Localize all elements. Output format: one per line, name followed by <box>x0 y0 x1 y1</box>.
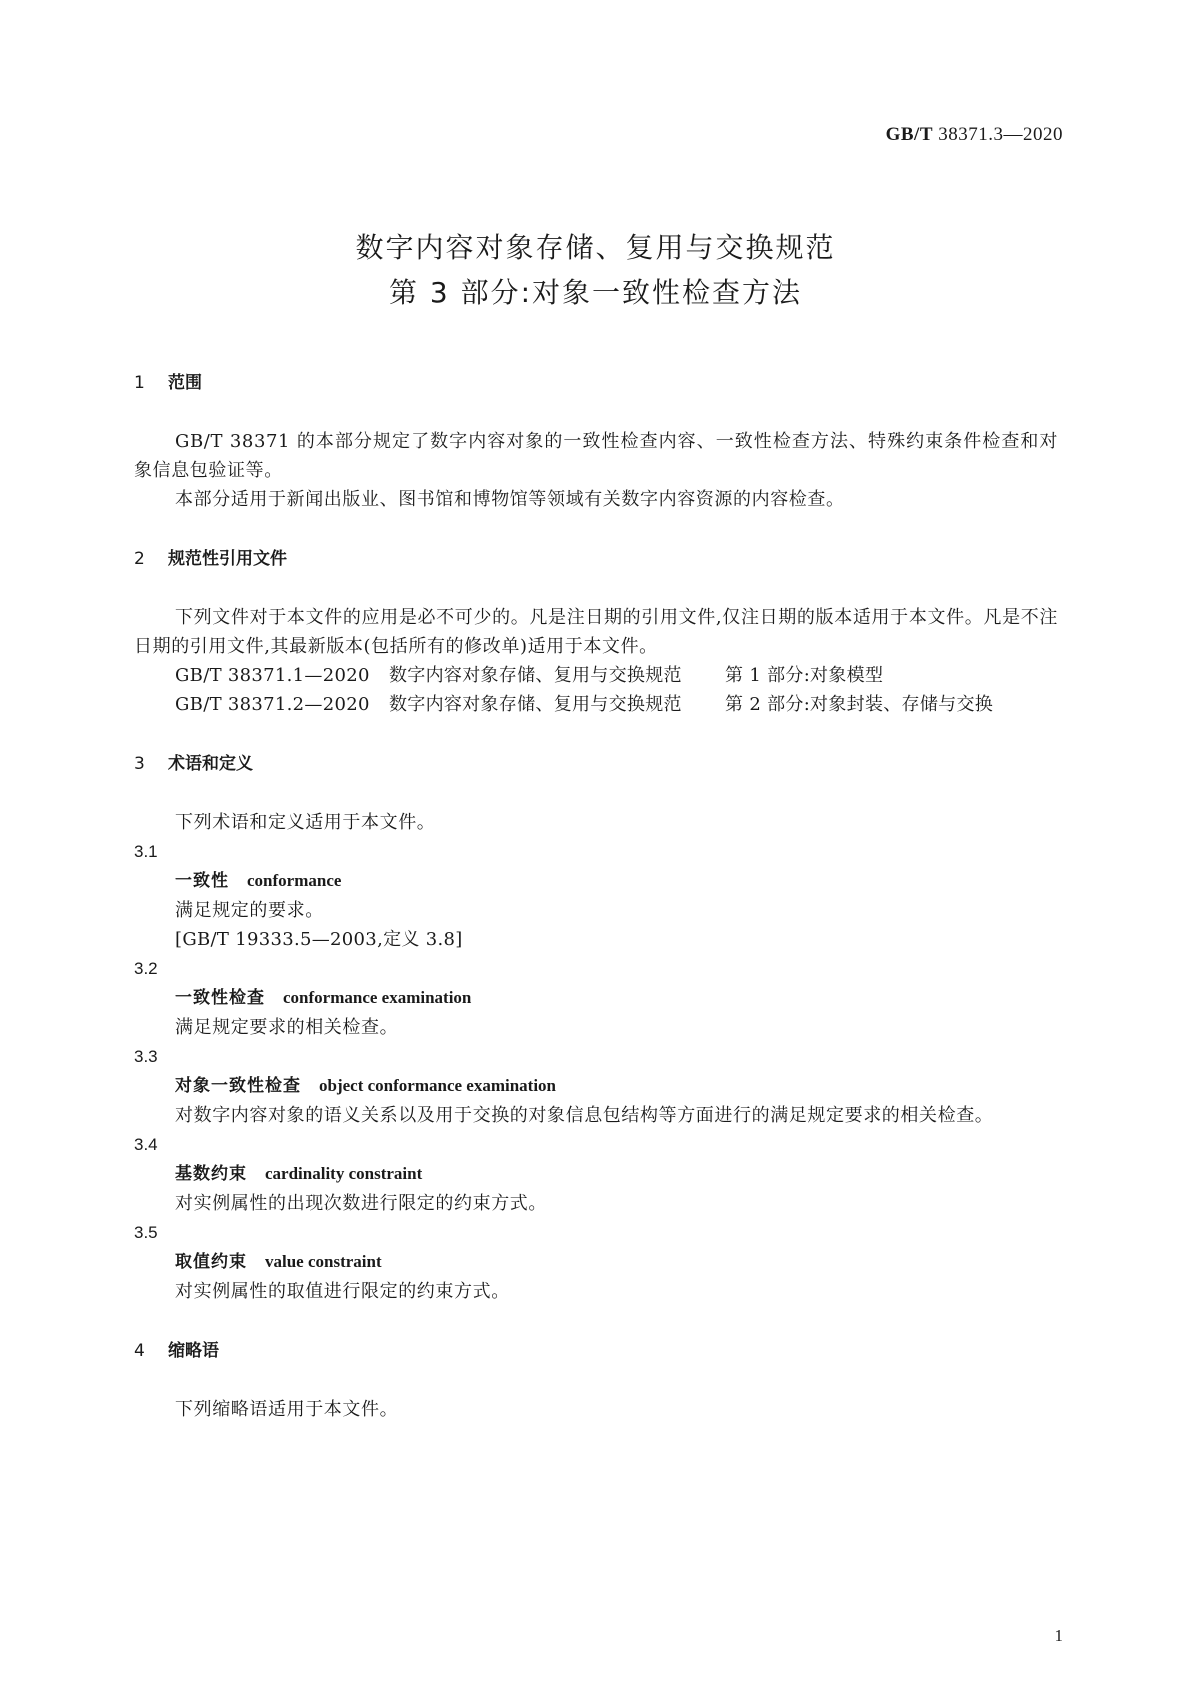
standard-number <box>886 124 1063 146</box>
term-name-zh: 取值约束 <box>175 1252 247 1272</box>
term-name-zh: 对象一致性检查 <box>175 1076 301 1096</box>
term-number: 3.5 <box>134 1223 158 1242</box>
term-definition: 对数字内容对象的语义关系以及用于交换的对象信息包结构等方面进行的满足规定要求的相关检查。 <box>175 1105 994 1126</box>
term-definition: 满足规定要求的相关检查。 <box>175 1017 399 1038</box>
normative-paragraph: 下列文件对于本文件的应用是必不可少的。凡是注日期的引用文件,仅注日期的版本适用于本文件。凡是不注日期的引用文件,其最新版本(包括所有的修改单)适用于本文件。 <box>134 607 1058 657</box>
scope-paragraph: 本部分适用于新闻出版业、图书馆和博物馆等领域有关数字内容资源的内容检查。 <box>175 489 845 510</box>
section-title: 术语和定义 <box>168 754 253 774</box>
term-name <box>134 1247 1058 1277</box>
section-heading-abbreviations <box>134 1336 1058 1366</box>
section-number: 4 <box>134 1341 145 1361</box>
term-name <box>134 1159 1058 1189</box>
scope-paragraph: GB/T 38371 的本部分规定了数字内容对象的一致性检查内容、一致性检查方法、特殊约束条件检查和对象信息包验证等。 <box>134 431 1058 481</box>
term-number: 3.2 <box>134 959 158 978</box>
terms-intro: 下列术语和定义适用于本文件。 <box>175 812 436 833</box>
document-body <box>134 368 1058 1424</box>
section-number: 1 <box>134 373 145 393</box>
term-name <box>134 866 1058 896</box>
reference-title: 数字内容对象存储、复用与交换规范 <box>389 694 682 715</box>
document-title: 数字内容对象存储、复用与交换规范 <box>355 231 836 264</box>
section-number: 2 <box>134 549 145 569</box>
reference-part: 第 2 部分:对象封装、存储与交换 <box>725 694 994 715</box>
term-number: 3.3 <box>134 1047 158 1066</box>
abbreviations-intro: 下列缩略语适用于本文件。 <box>175 1399 399 1420</box>
term-definition: 对实例属性的出现次数进行限定的约束方式。 <box>175 1193 547 1214</box>
term-name-en: object conformance examination <box>319 1076 557 1095</box>
section-title: 规范性引用文件 <box>168 549 287 569</box>
section-heading-scope <box>134 368 1058 398</box>
reference-entry <box>134 690 1058 719</box>
term-name <box>134 983 1058 1013</box>
reference-code: GB/T 38371.1—2020 <box>175 665 370 686</box>
term-name-en: value constraint <box>265 1252 382 1271</box>
section-title: 范围 <box>168 373 202 393</box>
section-number: 3 <box>134 754 145 774</box>
term-name-zh: 一致性检查 <box>175 988 265 1008</box>
term-name-zh: 一致性 <box>175 871 229 891</box>
term-number: 3.4 <box>134 1135 158 1154</box>
section-title: 缩略语 <box>168 1341 219 1361</box>
standard-code: 38371.3—2020 <box>938 124 1063 145</box>
term-definition: 满足规定的要求。 <box>175 900 324 921</box>
reference-title: 数字内容对象存储、复用与交换规范 <box>389 665 682 686</box>
reference-code: GB/T 38371.2—2020 <box>175 694 370 715</box>
section-heading-terms-definitions <box>134 749 1058 779</box>
term-name-zh: 基数约束 <box>175 1164 247 1184</box>
document-subtitle: 第 3 部分:对象一致性检查方法 <box>388 276 803 309</box>
page-number: 1 <box>1054 1626 1063 1645</box>
term-definition: 对实例属性的取值进行限定的约束方式。 <box>175 1281 510 1302</box>
standard-prefix: GB/T <box>885 124 933 145</box>
term-number: 3.1 <box>134 842 158 861</box>
reference-part: 第 1 部分:对象模型 <box>725 665 884 686</box>
term-name-en: conformance examination <box>283 988 472 1007</box>
reference-entry <box>134 661 1058 690</box>
section-heading-normative-references <box>134 544 1058 574</box>
term-name-en: cardinality constraint <box>265 1164 423 1183</box>
term-name <box>134 1071 1058 1101</box>
term-source: [GB/T 19333.5—2003,定义 3.8] <box>175 929 463 950</box>
term-name-en: conformance <box>247 871 342 890</box>
